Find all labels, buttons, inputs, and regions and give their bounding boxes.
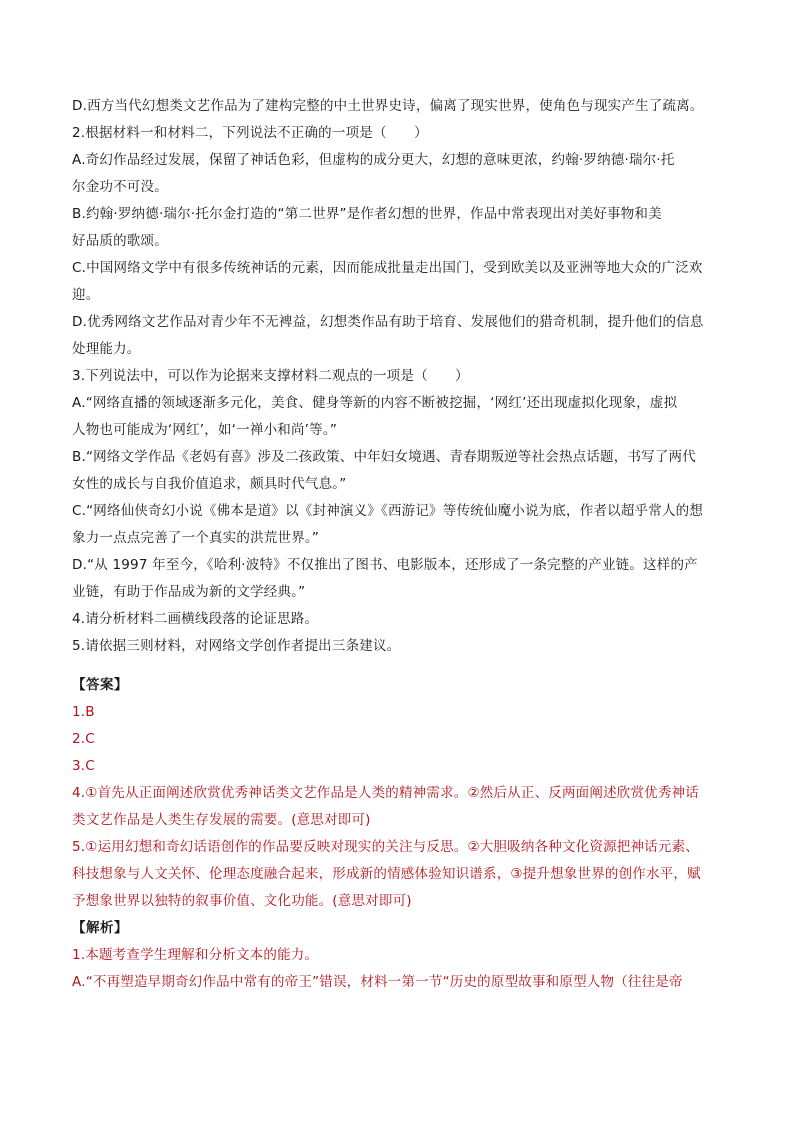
question-line: B.“网络文学作品《老妈有喜》涉及二孩政策、中年妇女境遇、青春期叛逆等社会热点话题，书写了两代 [72, 449, 696, 465]
question-line: D.“从 1997 年至今，《哈利·波特》不仅推出了图书、电影版本，还形成了一条完整的产业链。这样的产 [72, 557, 698, 573]
question-line: 迎。 [72, 287, 100, 303]
question-line: D.西方当代幻想类文艺作品为了建构完整的中土世界史诗，偏离了现实世界，使角色与现实产生了疏离。 [72, 98, 704, 114]
analysis-line: A.“不再塑造早期奇幻作品中常有的帝王”错误，材料一第一节“历史的原型故事和原型人物（往往是帝 [72, 974, 683, 990]
question-line: 象力一点点完善了一个真实的洪荒世界。” [72, 530, 320, 546]
document-page [72, 93, 724, 996]
questions-section [72, 93, 724, 660]
question-line: A.“网络直播的领域逐渐多元化，美食、健身等新的内容不断被挖掘，‘网红’还出现虚拟化现象，虚拟 [72, 395, 678, 411]
question-line: 人物也可能成为‘网红’，如‘一禅小和尚’等。” [72, 422, 338, 438]
answer-line: 4.①首先从正面阐述欣赏优秀神话类文艺作品是人类的精神需求。②然后从正、反两面阐述欣赏优秀神话 [72, 785, 699, 801]
answer-section [72, 672, 724, 915]
answer-line: 1.B [72, 704, 95, 720]
analysis-section [72, 915, 724, 996]
question-line: C.中国网络文学中有很多传统神话的元素，因而能成批量走出国门，受到欧美以及亚洲等地大众的广泛欢 [72, 260, 703, 276]
question-line: 2.根据材料一和材料二，下列说法不正确的一项是（ ） [72, 125, 428, 141]
analysis-heading: 【解析】 [72, 920, 128, 936]
answer-line: 3.C [72, 758, 95, 774]
answer-line: 科技想象与人文关怀、伦理态度融合起来，形成新的情感体验知识谱系，③提升想象世界的创作水平，赋 [72, 866, 701, 882]
question-line: 好品质的歌颂。 [72, 233, 168, 249]
question-line: 5.请依据三则材料，对网络文学创作者提出三条建议。 [72, 638, 401, 654]
question-line: 女性的成长与自我价值追求，颇具时代气息。” [72, 476, 347, 492]
question-line: D.优秀网络文艺作品对青少年不无裨益，幻想类作品有助于培育、发展他们的猎奇机制，提升他们的信息 [72, 314, 704, 330]
answer-line: 2.C [72, 731, 95, 747]
question-line: B.约翰·罗纳德·瑞尔·托尔金打造的“第二世界”是作者幻想的世界，作品中常表现出对美好事物和美 [72, 206, 662, 222]
answer-line: 类文艺作品是人类生存发展的需要。(意思对即可) [72, 812, 371, 828]
answer-line: 5.①运用幻想和奇幻话语创作的作品要反映对现实的关注与反思。②大胆吸纳各种文化资源把神话元素、 [72, 839, 699, 855]
answer-line: 予想象世界以独特的叙事价值、文化功能。(意思对即可) [72, 893, 412, 909]
answer-heading: 【答案】 [72, 677, 128, 693]
question-line: 处理能力。 [72, 341, 141, 357]
analysis-line: 1.本题考查学生理解和分析文本的能力。 [72, 947, 319, 963]
section-spacer [72, 660, 724, 672]
question-line: 4.请分析材料二画横线段落的论证思路。 [72, 611, 319, 627]
question-line: 3.下列说法中，可以作为论据来支撑材料二观点的一项是（ ） [72, 368, 469, 384]
question-line: C.“网络仙侠奇幻小说《佛本是道》以《封神演义》《西游记》等传统仙魔小说为底，作者以超乎常人的想 [72, 503, 704, 519]
question-line: 业链，有助于作品成为新的文学经典。” [72, 584, 306, 600]
question-line: 尔金功不可没。 [72, 179, 168, 195]
question-line: A.奇幻作品经过发展，保留了神话色彩，但虚构的成分更大，幻想的意味更浓，约翰·罗纳德·瑞尔·托 [72, 152, 675, 168]
